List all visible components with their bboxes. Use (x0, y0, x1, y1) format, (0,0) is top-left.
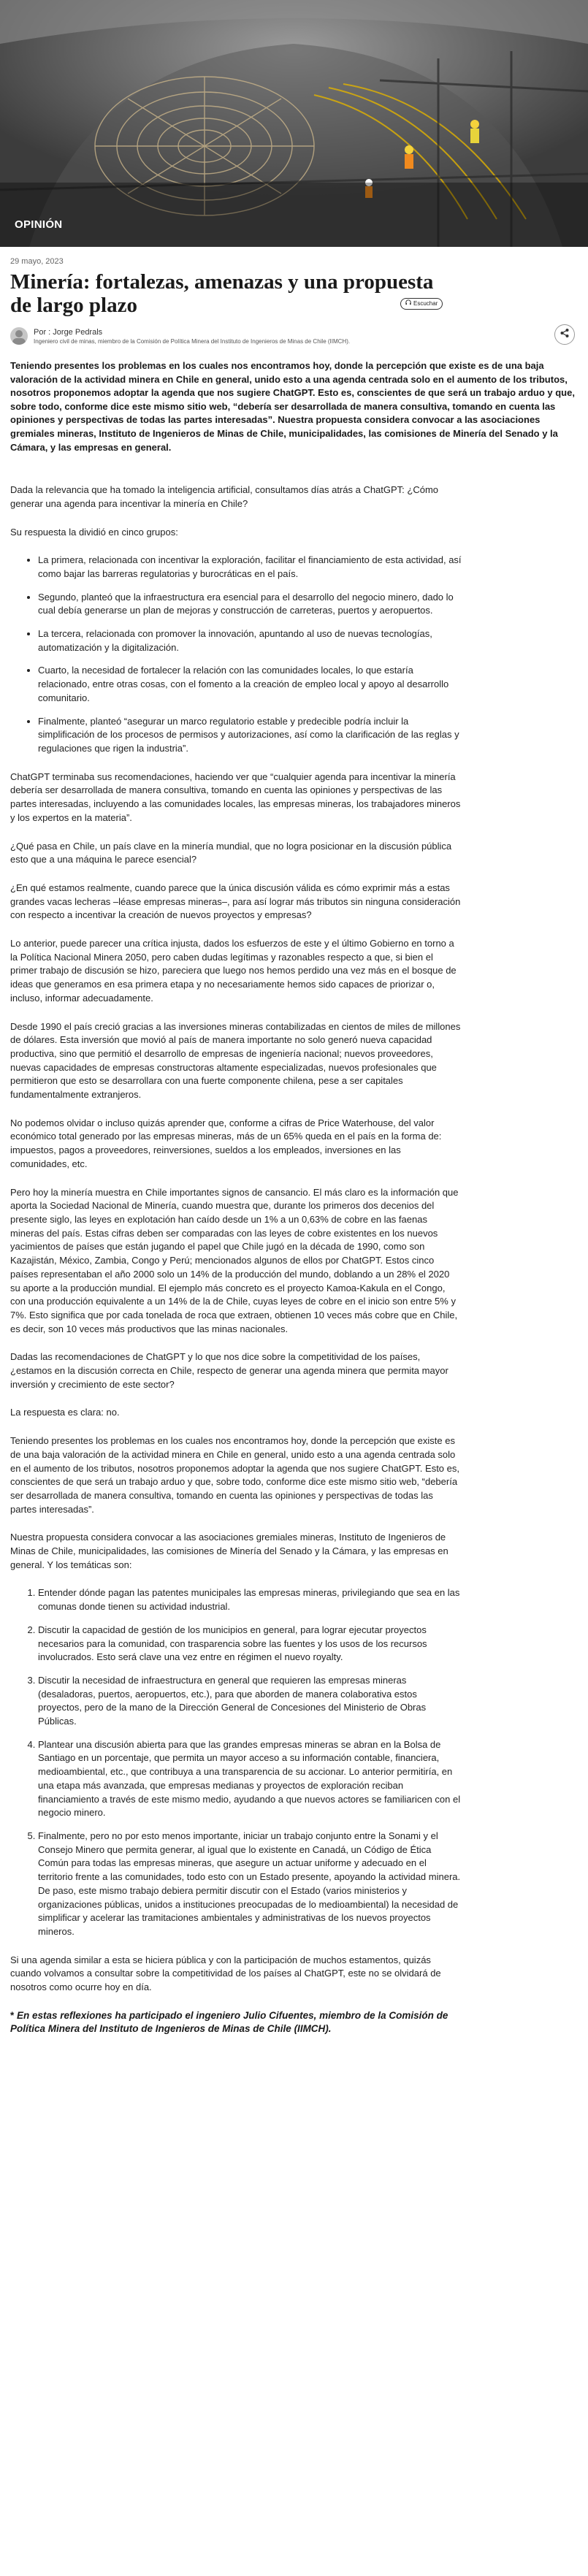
paragraph: Teniendo presentes los problemas en los cuales nos encontramos hoy, donde la percepción que existe es de una baja valoración de la actividad minera en Chile en general, unido esto a una agenda centrada solo en el aumento de los tributos, nosotros proponemos adoptar la agenda que nos sugiere ChatGPT. Esto es, conscientes de que será un trabajo arduo y que, sobre todo, conforme dice este mismo sitio web, “debería ser desarrollada de manera consultiva, tomando en cuenta las opiniones y perspectivas de todas las partes interesadas”. (10, 1435, 459, 1515)
list-item: • Segundo, planteó que la infraestructura era esencial para el desarrollo del negocio minero, dado lo cual debía generarse un plan de mejoras y construcción de carreteras, puertos y aeropuertos. (38, 591, 462, 618)
list-item: • La primera, relacionada con incentivar la exploración, facilitar el financiamiento de esta actividad, así como bajar las barreras regulatorias y burocráticas en el país. (38, 554, 462, 581)
footnote (10, 2009, 462, 2036)
title-row (0, 270, 588, 317)
byline-text (34, 328, 350, 345)
footnote-mark: * (10, 2009, 18, 2021)
list-item: 5. Finalmente, pero no por esto menos importante, iniciar un trabajo conjunto entre la Sonami y el Consejo Minero que permita generar, al igual que lo existente en Canadá, un Código de Ética Común para todas las empresas mineras, que asegure un actuar uniforme y adecuado en el territorio frente a las comunidades, todo esto con un Estado presente, apoyando la actividad minera. De paso, este mismo trabajo debiera permitir discutir con el Estado (varios ministerios y organizaciones públicas, unidos a instituciones preocupadas de lo medioambiental) la necesidad de simplificar y acelerar las tramitaciones ambientales y administrativas de los nuevos proyectos mineros. (38, 1830, 462, 1939)
paragraph: La respuesta es clara: no. (10, 1407, 120, 1418)
bullet-list (10, 554, 462, 755)
list-item: 3. Discutir la necesidad de infraestructura en general que requieren las empresas mineras (desaladoras, puertos, aeropuertos, etc.), para que aborden de manera colaborativa estos proyectos, pero de la mano de la Dirección General de Concesiones del Ministerio de Obras Públicas. (38, 1674, 462, 1729)
author-name[interactable]: Por : Jorge Pedrals (34, 327, 103, 337)
share-button[interactable] (554, 324, 575, 345)
author-avatar (10, 327, 28, 345)
paragraph: ¿Qué pasa en Chile, un país clave en la minería mundial, que no logra posicionar en la discusión pública esto que a una máquina le parece esencial? (10, 840, 452, 865)
paragraph: ¿En qué estamos realmente, cuando parece que la única discusión válida es cómo exprimir más a estas grandes vacas lecheras –léase empresas mineras–, para así lograr más tributos sin ninguna consideración con respecto a incentivar la creación de nuevos proyectos y empresas? (10, 882, 461, 921)
numbered-list (10, 1586, 462, 1938)
hero-image (0, 0, 588, 247)
paragraph: ChatGPT terminaba sus recomendaciones, haciendo ver que “cualquier agenda para incentivar la minería debería ser desarrollada de manera consultiva, tomando en cuenta las opiniones y perspectivas de las partes interesadas, incluyendo a las comunidades locales, las empresas mineras, los trabajadores mineros y los expertos en la materia”. (10, 771, 461, 823)
paragraph: Nuestra propuesta considera convocar a las asociaciones gremiales mineras, Instituto de Ingenieros de Minas de Chile, municipalidades, las comisiones de Minería del Senado y la Cámara, y las empresas en general. Y los temáticas son: (10, 1532, 448, 1570)
list-item: • Finalmente, planteó “asegurar un marco regulatorio estable y predecible podría incluir la simplificación de los procesos de permisos y autorizaciones, así como la clarificación de las reglas y regulaciones que rigen la industria”. (38, 715, 462, 756)
paragraph: Lo anterior, puede parecer una crítica injusta, dados los esfuerzos de este y el último Gobierno en torno a la Política Nacional Minera 2050, pero caben dudas legítimas y razonables respecto a que, si bien el primer trabajo de discusión se hizo, pareciera que luego nos hemos perdido una vez más en el bosque de ideas que generamos en esa primera etapa y no necesariamente hemos sido capaces de priorizar o, incluso, informar adecuadamente. (10, 938, 457, 1004)
headphones-icon (405, 299, 411, 309)
byline (0, 317, 588, 352)
article-title: Minería: fortalezas, amenazas y una propuesta de largo plazo (10, 270, 434, 317)
list-item: • Cuarto, la necesidad de fortalecer la relación con las comunidades locales, lo que estaría relacionado, entre otras cosas, con el fomento a la creación de empleo local y apoyo al desarrollo comunitario. (38, 664, 462, 705)
paragraph: Dada la relevancia que ha tomado la inteligencia artificial, consultamos días atrás a ChatGPT: ¿Cómo generar una agenda para incentivar la minería en Chile? (10, 484, 439, 509)
author-role: Ingeniero civil de minas, miembro de la Comisión de Política Minera del Instituto de Ingenieros de Minas de Chile (IIMCH). (34, 337, 351, 345)
list-item: • La tercera, relacionada con promover la innovación, apuntando al uso de nuevas tecnologías, automatización y la digitalización. (38, 627, 462, 654)
article-lead: Teniendo presentes los problemas en los cuales nos encontramos hoy, donde la percepción que existe es de una baja valoración de la actividad minera en Chile en general, unido esto a una agenda centrada solo en el aumento de los tributos, nosotros proponemos adoptar la agenda que nos sugiere ChatGPT. Esto es, conscientes de que será un trabajo arduo y que, sobre todo, conforme dice este mismo sitio web, “debería ser desarrollada de manera consultiva, tomando en cuenta las opiniones y perspectivas de todas las partes interesadas”. Nuestra propuesta considera convocar a las asociaciones gremiales mineras, Instituto de Ingenieros de Minas de Chile, municipalidades, las comisiones de Minería del Senado y la Cámara, y las empresas en general. (10, 360, 575, 453)
list-item: 2. Discutir la capacidad de gestión de los municipios en general, para lograr ejecutar proyectos necesarios para la comunidad, con trasparencia sobre las fuentes y los usos de los recursos involucrados. Esto será clave una vez entre en régimen el nuevo royalty. (38, 1624, 462, 1665)
paragraph: Desde 1990 el país creció gracias a las inversiones mineras contabilizadas en cientos de miles de millones de dólares. Esta inversión que movió al país de manera importante no solo generó nueva capacidad productiva, sino que permitió el desarrollo de empresas de ingeniería nacional; nuevos proveedores, nuevas capacidades de empresas constructoras altamente especializadas, nuevos profesionales que permitieron que esto se desarrollara con una fuerte componente chilena, pese a ser capitales fundamentalmente extranjeros. (10, 1020, 461, 1101)
list-item: 1. Entender dónde pagan las patentes municipales las empresas mineras, privilegiando que sea en las comunas donde tienen su actividad industrial. (38, 1586, 462, 1613)
section-tag[interactable]: OPINIÓN (15, 218, 63, 231)
paragraph: Pero hoy la minería muestra en Chile importantes signos de cansancio. El más claro es la información que aporta la Sociedad Nacional de Minería, cuando muestra que, durante los primeros dos decenios del presente siglo, las leyes en explotación han caído desde un 1% a un 0,63% de cobre en las faenas mineras del país. Estas cifras deben ser comparadas con las leyes de cobre existentes en los nuevos yacimientos de países que están jugando el papel que Chile jugó en la década de 1990, como son Kazajistán, México, Zambia, Congo y Perú; mencionados algunos de ellos por ChatGPT. Estos cinco países representaban el año 2000 solo un 14% de la producción del mundo, doblando a un 28% el 2020 su aporte a la producción mundial. El ejemplo más concreto es el proyecto Kamoa-Kakula en el Congo, con una producción equivalente a un 14% de la de Chile, cuyas leyes de cobre en el inicio son entre 5% y 7%. Esto significa que por cada tonelada de roca que extraen, obtienen 10 veces más cobre que en Chile, es decir, son 10 veces más productivos que las minas nacionales. (10, 1186, 459, 1334)
listen-label: Escuchar (413, 300, 438, 307)
list-item: 4. Plantear una discusión abierta para que las grandes empresas mineras se abran en la Bolsa de Santiago en un porcentaje, que permita un mayor acceso a su información contable, financiera, medioambiental, etc., que contribuya a una transparencia de su accionar. Lo anterior permitiría, en una etapa más avanzada, que empresas medianas y proyectos de exploración reciban financiamiento a través de este mismo medio, ayudando a que nuevos actores se familiaricen con el negocio minero. (38, 1738, 462, 1820)
paragraph: Su respuesta la dividió en cinco grupos: (10, 526, 178, 538)
paragraph: Dadas las recomendaciones de ChatGPT y lo que nos dice sobre la competitividad de los países, ¿estamos en la discusión correcta en Chile, respecto de generar una agenda minera que permita mayor inversión y crecimiento de este sector? (10, 1351, 448, 1390)
tunnel-illustration (0, 0, 588, 247)
paragraph: Si una agenda similar a esta se hiciera pública y con la participación de muchos estamentos, quizás cuando volvamos a consultar sobre la competitividad de los países al ChatGPT, este no se olvidará de nosotros como ocurre hoy en día. (10, 1954, 441, 1993)
footnote-text: En estas reflexiones ha participado el ingeniero Julio Cifuentes, miembro de la Comisión de Política Minera del Instituto de Ingenieros de Minas de Chile (IIMCH). (10, 2009, 448, 2035)
paragraph: No podemos olvidar o incluso quizás aprender que, conforme a cifras de Price Waterhouse, del valor económico total generado por las empresas mineras, más de un 65% queda en el país en la forma de: impuestos, pagos a proveedores, reinversiones, sueldos a los empleados, inversiones en las comunidades, etc. (10, 1117, 442, 1169)
listen-button[interactable] (400, 298, 443, 310)
share-icon (560, 328, 570, 342)
article-body (10, 484, 462, 2036)
publish-date: 29 mayo, 2023 (10, 257, 64, 266)
